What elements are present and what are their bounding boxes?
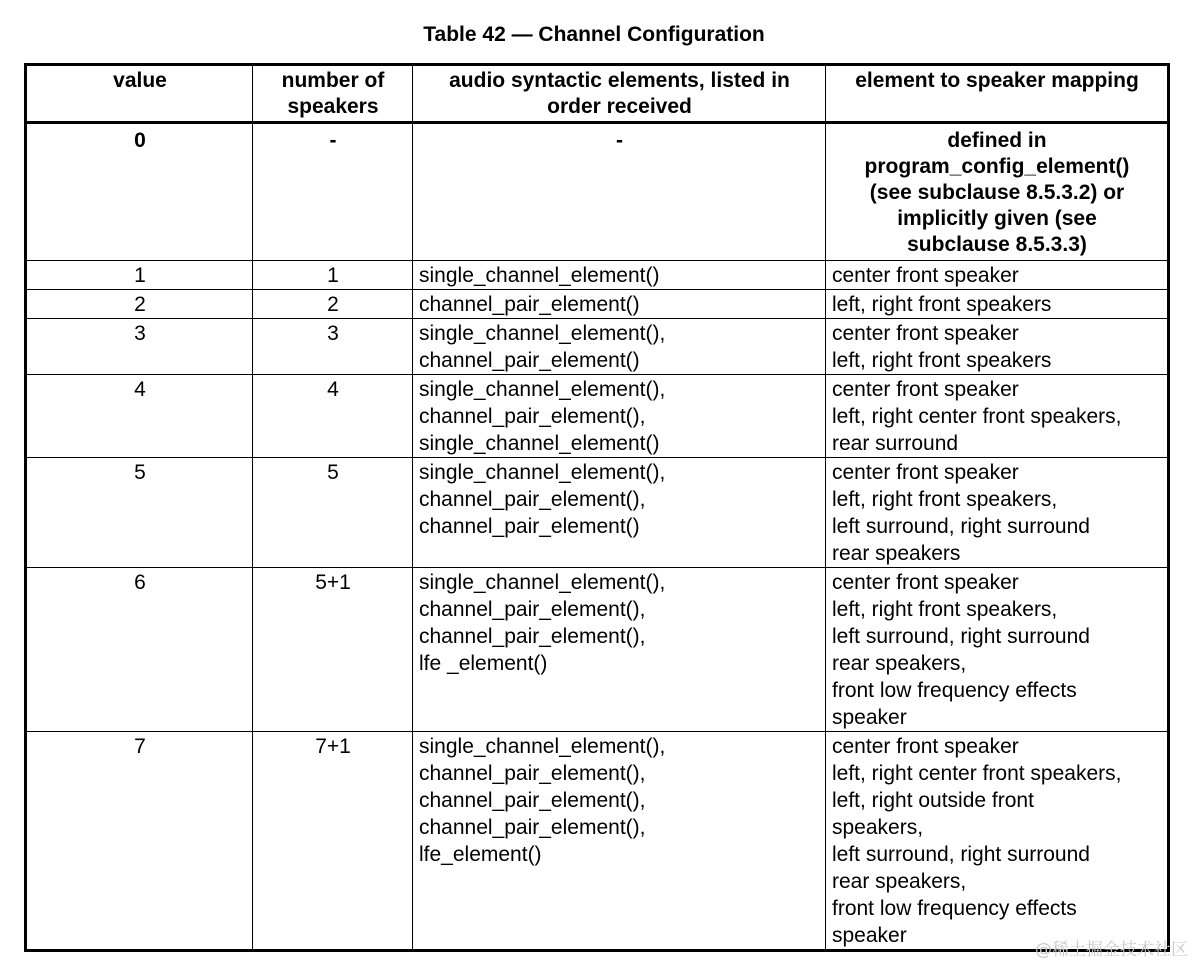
cell-speakers: 5 (253, 458, 413, 568)
cell-mapping: center front speaker left, right front speakers, left surround, right surround rear speakers (826, 458, 1169, 568)
cell-elements: single_channel_element(), channel_pair_element(), channel_pair_element() (413, 458, 826, 568)
cell-value: 2 (26, 290, 253, 319)
cell-elements: - (413, 123, 826, 261)
cell-elements: single_channel_element(), channel_pair_element(), single_channel_element() (413, 375, 826, 458)
table-row (26, 375, 1169, 458)
cell-speakers: 3 (253, 319, 413, 375)
cell-speakers: 2 (253, 290, 413, 319)
table-row (26, 568, 1169, 732)
cell-mapping: center front speaker (826, 261, 1169, 290)
cell-mapping: center front speaker left, right center front speakers, left, right outside front speakers, left surround, right surround rear speakers, front low frequency effects speaker (826, 732, 1169, 951)
cell-elements: channel_pair_element() (413, 290, 826, 319)
column-header-speaker-mapping: element to speaker mapping (826, 65, 1169, 123)
cell-mapping: left, right front speakers (826, 290, 1169, 319)
cell-value: 7 (26, 732, 253, 951)
column-header-audio-elements: audio syntactic elements, listed in order received (413, 65, 826, 123)
cell-mapping: center front speaker left, right front speakers (826, 319, 1169, 375)
table-header-row (26, 65, 1169, 123)
watermark: @稀土掘金技术社区 (1035, 940, 1188, 960)
cell-value: 5 (26, 458, 253, 568)
cell-elements: single_channel_element() (413, 261, 826, 290)
cell-elements: single_channel_element(), channel_pair_element(), channel_pair_element(), channel_pair_element(), lfe_element() (413, 732, 826, 951)
cell-speakers: - (253, 123, 413, 261)
channel-configuration-table (24, 63, 1170, 952)
cell-speakers: 5+1 (253, 568, 413, 732)
cell-elements: single_channel_element(), channel_pair_element(), channel_pair_element(), lfe _element() (413, 568, 826, 732)
cell-value: 3 (26, 319, 253, 375)
cell-value: 6 (26, 568, 253, 732)
table-row (26, 732, 1169, 951)
table-row (26, 290, 1169, 319)
cell-mapping: center front speaker left, right center front speakers, rear surround (826, 375, 1169, 458)
column-header-number-of-speakers: number of speakers (253, 65, 413, 123)
cell-speakers: 1 (253, 261, 413, 290)
table-caption: Table 42 — Channel Configuration (423, 23, 765, 46)
cell-value: 0 (26, 123, 253, 261)
cell-speakers: 7+1 (253, 732, 413, 951)
table-row (26, 261, 1169, 290)
cell-value: 1 (26, 261, 253, 290)
table-row (26, 458, 1169, 568)
table-row (26, 319, 1169, 375)
cell-value: 4 (26, 375, 253, 458)
cell-elements: single_channel_element(), channel_pair_element() (413, 319, 826, 375)
cell-mapping: defined in program_config_element() (see subclause 8.5.3.2) or implicitly given (see subclause 8.5.3.3) (826, 123, 1169, 261)
table-row (26, 123, 1169, 261)
cell-mapping: center front speaker left, right front speakers, left surround, right surround rear speakers, front low frequency effects speaker (826, 568, 1169, 732)
column-header-value: value (26, 65, 253, 123)
cell-speakers: 4 (253, 375, 413, 458)
